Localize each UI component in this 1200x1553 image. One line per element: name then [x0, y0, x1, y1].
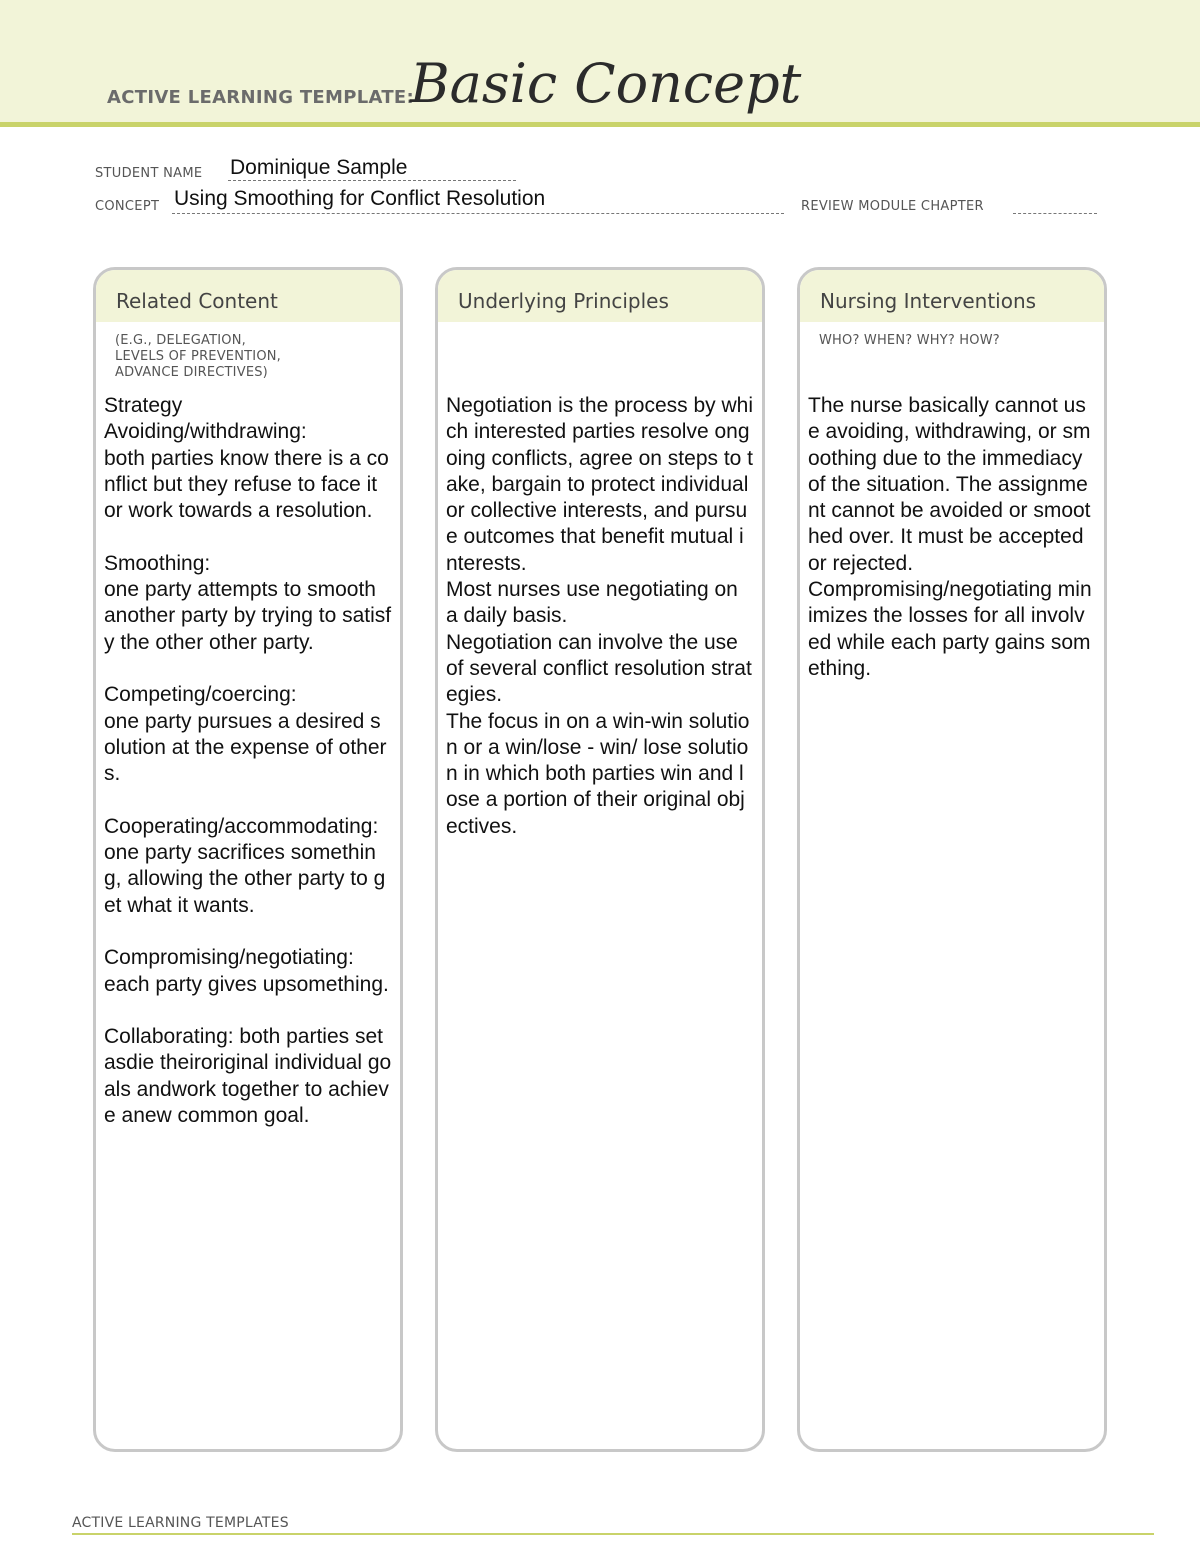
nursing-interventions-title: Nursing Interventions — [820, 289, 1037, 313]
nursing-interventions-subtitle: WHO? WHEN? WHY? HOW? — [819, 333, 1000, 348]
footer-label: ACTIVE LEARNING TEMPLATES — [72, 1515, 289, 1531]
footer-divider — [72, 1533, 1154, 1535]
related-content-panel — [93, 267, 403, 1452]
concept-underline — [172, 213, 784, 214]
header-divider — [0, 122, 1200, 127]
underlying-principles-header — [438, 270, 762, 322]
nursing-interventions-body[interactable]: The nurse basically cannot use avoiding, withdrawing, or smoothing due to the immediacy of the situation. The assignment cannot be avoided or smoothed over. It must be accepted or rejected. Compromising/negotiating minimizes the losses for all involved while each party gains something. — [808, 394, 1092, 680]
nursing-interventions-panel — [797, 267, 1107, 1452]
underlying-principles-panel — [435, 267, 765, 1452]
review-module-label: REVIEW MODULE CHAPTER — [801, 199, 984, 214]
concept-label: CONCEPT — [95, 199, 160, 214]
nursing-interventions-header — [800, 270, 1104, 322]
related-content-subtitle: (E.G., DELEGATION, LEVELS OF PREVENTION, ADVANCE DIRECTIVES) — [115, 333, 282, 380]
underlying-principles-body[interactable]: Negotiation is the process by which interested parties resolve ongoing conflicts, agree on steps to take, bargain to protect individual or collective interests, and pursue outcomes that benefit mutual interests. Most nurses use negotiating on a daily basis. Negotiation can involve the use of several conflict resolution strategies. The focus in on a win-win solution or a win/lose - win/ lose solution in which both parties win and lose a portion of their original objectives. — [446, 394, 754, 838]
concept-field[interactable]: Using Smoothing for Conflict Resolution — [174, 187, 546, 210]
review-module-underline — [1013, 213, 1097, 214]
related-content-body[interactable]: Strategy Avoiding/withdrawing: both parties know there is a conflict but they refuse to face it or work towards a resolution. Smoothing: one party attempts to smooth another party by trying to satisfy the other other party. Competing/coercing: one party pursues a desired solution at the expense of others. Cooperating/accommodating: one party sacrifices something, allowing the other party to get what it wants. Compromising/negotiating: each party gives upsomething. Collaborating: both parties set asdie theiroriginal individual goals andwork together to achieve anew common goal. — [104, 394, 392, 1128]
student-name-label: STUDENT NAME — [95, 166, 203, 181]
page-title: Basic Concept — [410, 52, 802, 115]
underlying-principles-title: Underlying Principles — [458, 289, 669, 313]
related-content-header — [96, 270, 400, 322]
template-label: ACTIVE LEARNING TEMPLATE: — [107, 87, 414, 108]
related-content-title: Related Content — [116, 289, 278, 313]
student-name-underline — [228, 180, 516, 181]
student-name-field[interactable]: Dominique Sample — [230, 156, 408, 179]
